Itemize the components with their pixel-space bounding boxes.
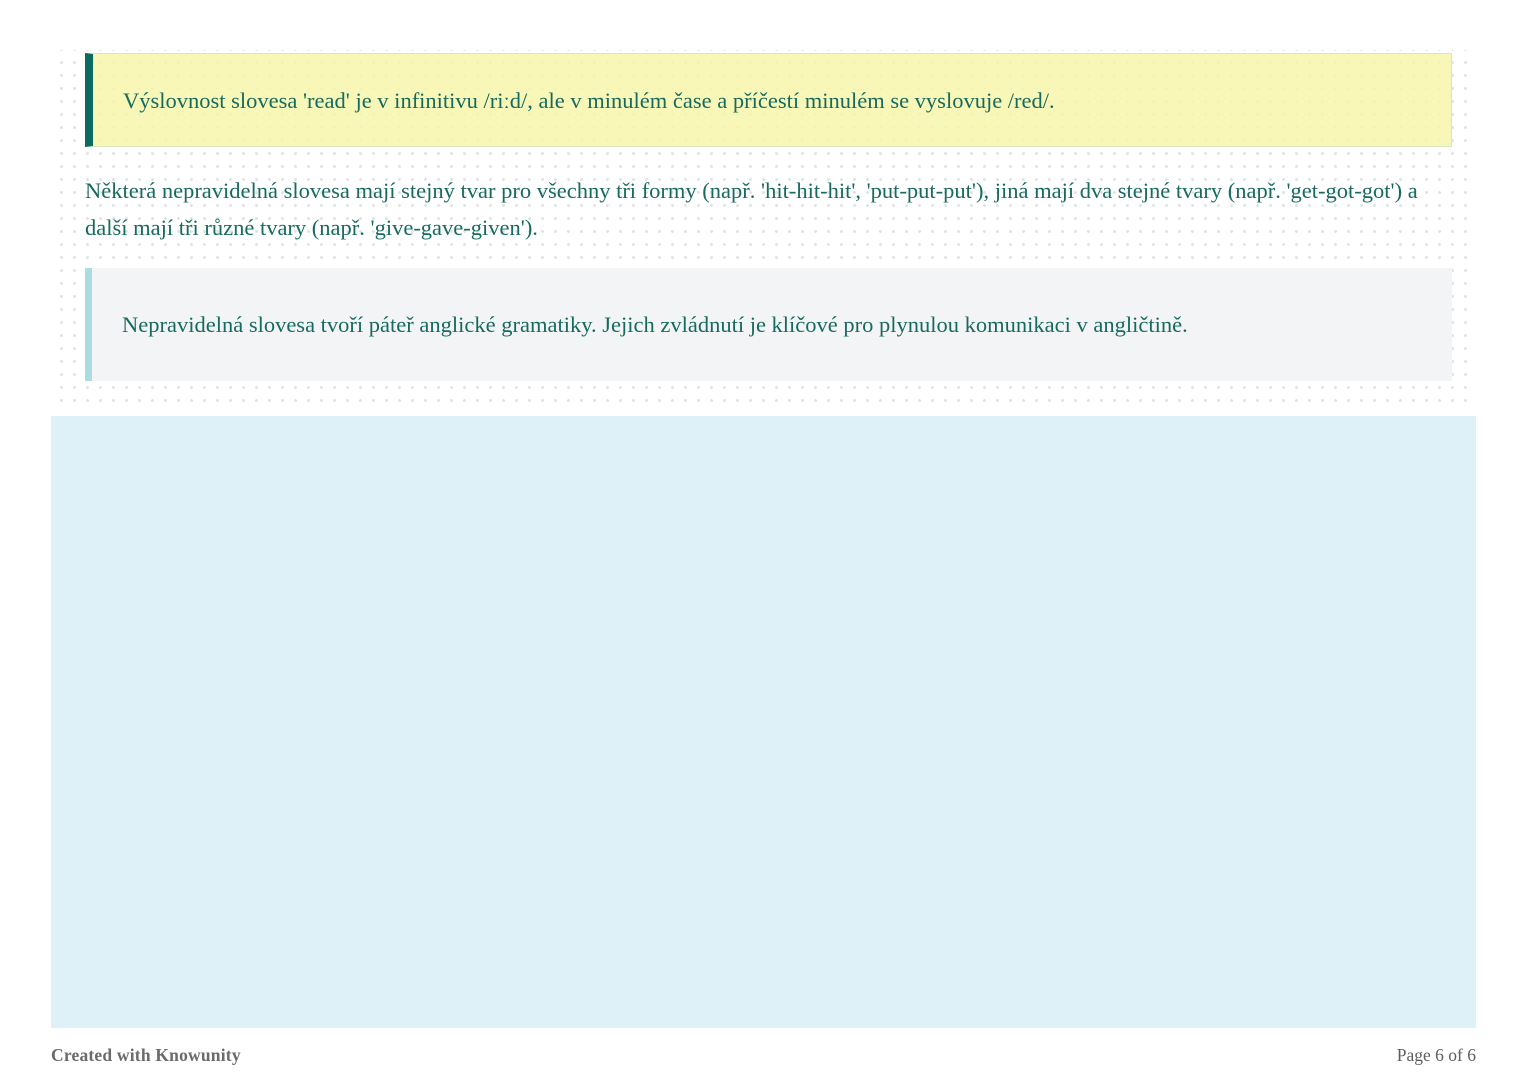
highlight-callout bbox=[85, 53, 1452, 147]
created-with-label: Created with Knowunity bbox=[51, 1045, 241, 1065]
info-callout bbox=[85, 268, 1452, 381]
highlight-callout-text: Výslovnost slovesa 'read' je v infinitivu /riːd/, ale v minulém čase a příčestí minulém se vyslovuje /red/. bbox=[123, 87, 1055, 113]
info-callout-text: Nepravidelná slovesa tvoří páteř anglické gramatiky. Jejich zvládnutí je klíčové pro plynulou komunikaci v angličtině. bbox=[122, 312, 1188, 337]
body-paragraph: Některá nepravidelná slovesa mají stejný tvar pro všechny tři formy (např. 'hit-hit-hit', 'put-put-put'), jiná mají dva stejné tvary (např. 'get-got-got') a další mají tři různé tvary (např. 'give-gave-given'). bbox=[85, 178, 1418, 240]
image-placeholder bbox=[51, 416, 1476, 1028]
page-footer bbox=[51, 1045, 1476, 1066]
document-page bbox=[0, 50, 1527, 1080]
dotted-notes-section bbox=[51, 50, 1476, 412]
page-number-label: Page 6 of 6 bbox=[1396, 1045, 1476, 1065]
